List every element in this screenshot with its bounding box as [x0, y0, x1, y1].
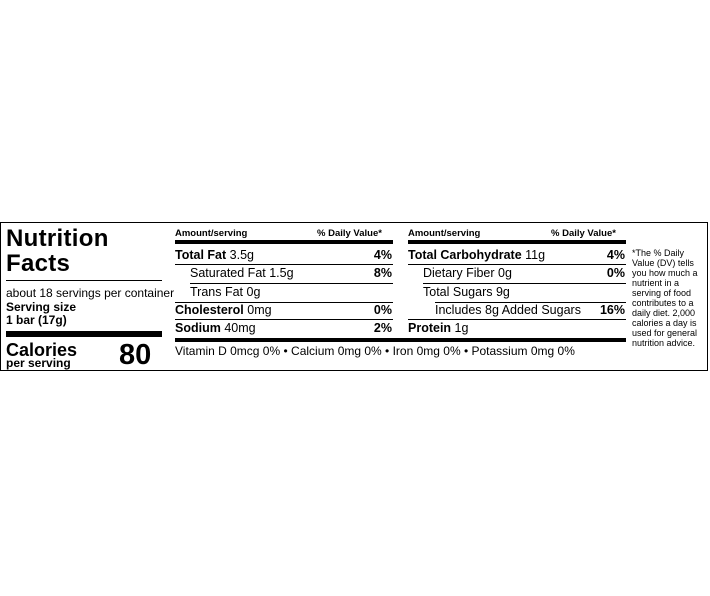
left-header-bar: [175, 240, 393, 244]
nutrient-name: Sodium: [175, 321, 221, 335]
divider-row: [423, 283, 626, 284]
nutrient-amount: 0mg: [247, 303, 272, 317]
left-row-cholesterol-dv: 0%: [373, 303, 392, 317]
left-header-dv: % Daily Value*: [317, 228, 382, 239]
left-row-sodium-dv: 2%: [373, 321, 392, 335]
right-row-total-carbohydrate-dv: 4%: [606, 248, 625, 262]
calories-per-serving: per serving: [6, 356, 71, 370]
serving-size-value: 1 bar (17g): [6, 313, 67, 327]
nutrient-name: Cholesterol: [175, 303, 244, 317]
thick-divider-serving: [6, 331, 162, 337]
panel-title-line1: Nutrition: [6, 225, 109, 252]
divider-row: [190, 283, 393, 284]
right-row-protein: [408, 321, 468, 336]
nutrient-amount: 1g: [454, 321, 469, 335]
nutrient-name: Saturated Fat: [190, 266, 266, 280]
nutrient-amount: 1.5g: [269, 266, 294, 280]
nutrient-amount: 0g: [498, 266, 512, 280]
right-header-dv: % Daily Value*: [551, 228, 616, 239]
calories-value: 80: [119, 339, 152, 371]
divider-title: [6, 280, 162, 281]
right-row-dietary-fiber-dv: 0%: [606, 266, 625, 280]
divider-row: [175, 319, 393, 320]
divider-row: [408, 319, 626, 320]
nutrient-amount: 40mg: [224, 321, 256, 335]
left-row-total-fat-dv: 4%: [373, 248, 392, 262]
nutrient-amount: 3.5g: [229, 248, 254, 262]
thick-divider-tables: [175, 338, 626, 342]
servings-per-container: about 18 servings per container: [6, 286, 175, 300]
nutrient-name: Total Sugars: [423, 285, 493, 299]
panel-title-line2: Facts: [6, 250, 71, 277]
serving-size-label: Serving size: [6, 300, 77, 314]
divider-row: [175, 264, 393, 265]
nutrient-name: Total Carbohydrate: [408, 248, 522, 262]
nutrient-name: Total Fat: [175, 248, 227, 262]
nutrient-name: Trans Fat: [190, 285, 244, 299]
left-row-cholesterol: [175, 303, 272, 318]
nutrient-name: Dietary Fiber: [423, 266, 495, 280]
right-header-bar: [408, 240, 626, 244]
nutrient-amount: 9g: [495, 285, 510, 299]
left-row-sodium: [175, 321, 256, 336]
left-row-trans-fat: [190, 285, 260, 300]
nutrient-amount: 0g: [246, 285, 261, 299]
nutrient-name: Protein: [408, 321, 452, 335]
right-row-added-sugars: Includes 8g Added Sugars: [435, 303, 581, 317]
divider-row: [408, 264, 626, 265]
nutrient-amount: 11g: [525, 248, 546, 262]
right-row-added-sugars-dv: 16%: [599, 303, 625, 317]
calories-label: Calories: [6, 340, 78, 360]
right-header-amount: Amount/serving: [408, 228, 481, 239]
left-row-saturated-fat: [190, 266, 294, 281]
right-row-total-sugars: [423, 285, 510, 300]
left-row-saturated-fat-dv: 8%: [373, 266, 392, 280]
right-row-dietary-fiber: [423, 266, 512, 281]
left-row-total-fat: [175, 248, 254, 263]
left-header-amount: Amount/serving: [175, 228, 248, 239]
daily-value-footnote: *The % Daily Value (DV) tells you how much a nutrient in a serving of food contributes to a daily diet. 2,000 calories a day is used for general nutrition advice.: [632, 248, 698, 348]
right-row-total-carbohydrate: [408, 248, 545, 263]
nutrition-facts-panel: [0, 222, 708, 371]
vitamins-minerals-line: Vitamin D 0mcg 0% • Calcium 0mg 0% • Iron 0mg 0% • Potassium 0mg 0%: [175, 344, 575, 358]
